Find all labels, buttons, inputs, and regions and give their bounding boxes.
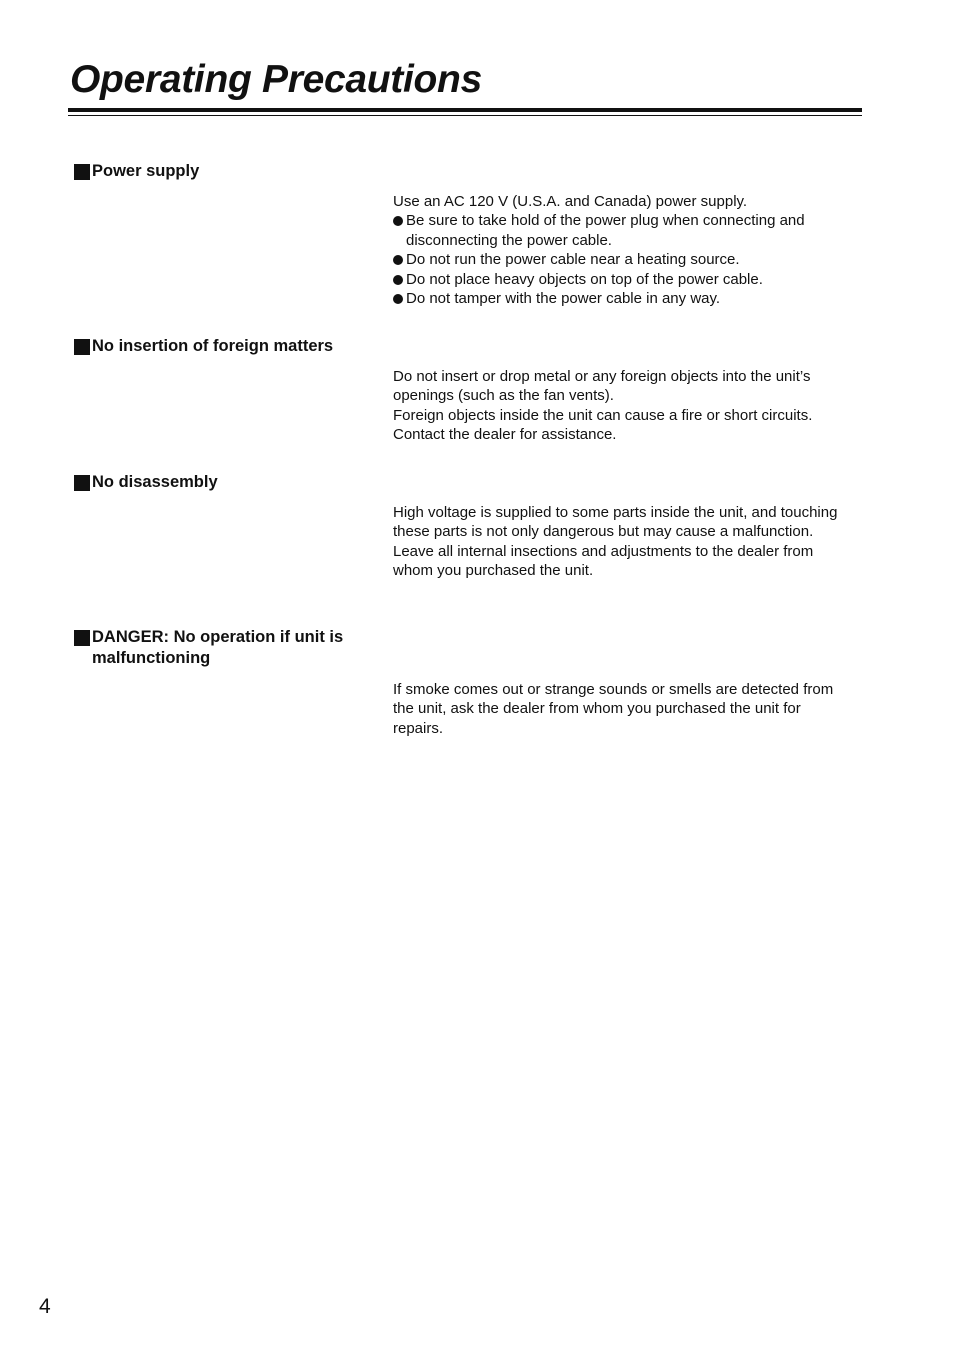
paragraph: If smoke comes out or strange sounds or smells are detected from the unit, ask the dealer from whom you purchased the unit for repairs. <box>393 681 834 737</box>
bullet-text: Do not run the power cable near a heating source. <box>406 251 740 269</box>
paragraph: Leave all internal insections and adjustments to the dealer from whom you purchased the unit. <box>393 542 814 580</box>
bullet-dot-icon <box>393 216 403 226</box>
bullet-item <box>393 270 848 289</box>
square-bullet-icon <box>74 164 90 180</box>
bullet-item <box>393 250 848 269</box>
section-heading <box>74 336 392 357</box>
section-heading <box>74 161 392 182</box>
section-heading-label: Power supply <box>92 162 200 180</box>
bullet-text: Do not tamper with the power cable in any way. <box>406 290 721 308</box>
page-number: 4 <box>39 1295 51 1318</box>
bullet-dot-icon <box>393 255 403 265</box>
title-rule-thin <box>68 115 862 116</box>
paragraph: Contact the dealer for assistance. <box>393 426 617 444</box>
paragraph: High voltage is supplied to some parts inside the unit, and touching these parts is not only dangerous but may cause a malfunction. <box>393 504 838 541</box>
bullet-text: Do not place heavy objects on top of the power cable. <box>406 270 763 288</box>
paragraph: Foreign objects inside the unit can cause a fire or short circuits. <box>393 406 813 424</box>
title-rule-thick <box>68 108 862 112</box>
bullet-dot-icon <box>393 294 403 304</box>
bullet-item <box>393 211 848 250</box>
section-body <box>393 680 848 738</box>
bullet-dot-icon <box>393 275 403 285</box>
paragraph: Do not insert or drop metal or any foreign objects into the unit’s openings (such as the fan vents). <box>393 368 811 405</box>
section-body <box>393 192 848 308</box>
section-body <box>393 503 848 581</box>
section-heading-label: No insertion of foreign matters <box>92 337 334 355</box>
bullet-item <box>393 289 848 308</box>
section-heading <box>74 627 392 669</box>
section-heading-label: No disassembly <box>92 473 218 491</box>
square-bullet-icon <box>74 339 90 355</box>
section-body <box>393 367 848 445</box>
bullet-text: Be sure to take hold of the power plug when connecting and disconnecting the power cable. <box>406 212 805 249</box>
section-heading <box>74 472 392 493</box>
square-bullet-icon <box>74 630 90 646</box>
square-bullet-icon <box>74 475 90 491</box>
section-heading-label: DANGER: No operation if unit is malfunctioning <box>92 628 344 667</box>
page-title: Operating Precautions <box>70 58 482 101</box>
paragraph: Use an AC 120 V (U.S.A. and Canada) power supply. <box>393 193 748 210</box>
